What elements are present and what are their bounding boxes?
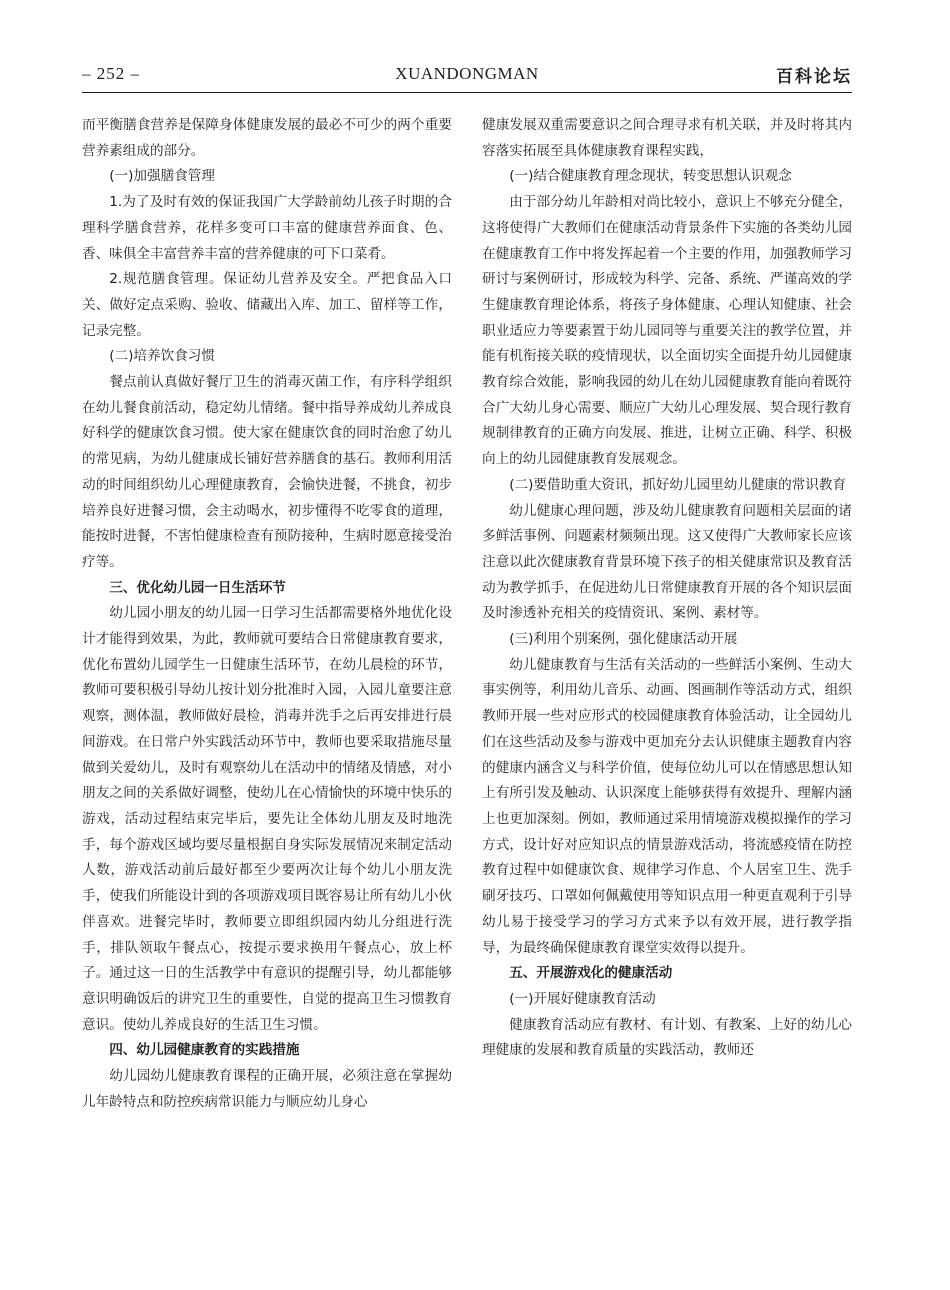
left-column: [82, 113, 452, 1253]
page-number: – 252 –: [82, 64, 140, 83]
subheading: (二)培养饮食习惯: [109, 348, 215, 365]
paragraph: 2.规范膳食管理。保证幼儿营养及安全。严把食品入口关、做好定点采购、验收、储藏出入库、加工、留样等工作，记录完整。: [82, 271, 452, 339]
paragraph: 由于部分幼儿年龄相对尚比较小，意识上不够充分健全，这将使得广大教师们在健康活动背景条件下实施的各类幼儿园在健康教育工作中将发挥起着一个主要的作用，加强教师学习研讨与案例研讨，形成较为科学、完备、系统、严谨高效的学生健康教育理论体系，将孩子身体健康、心理认知健康、社会职业适应力等要素置于幼儿园同等与重要关注的教学位置，并能有机衔接关联的疫情现状，以全面切实全面提升幼儿园健康教育综合效能，影响我园的幼儿在幼儿园健康教育能向着既符合广大幼儿身心需要、顺应广大幼儿心理发展、契合现行教育规制律教育的正确方向发展、推进，让树立正确、科学、积极向上的幼儿园健康教育发展观念。: [482, 194, 852, 468]
section-heading: 四、幼儿园健康教育的实践措施: [109, 1042, 300, 1059]
paragraph: 幼儿园幼儿健康教育课程的正确开展，必须注意在掌握幼儿年龄特点和防控疾病常识能力与顺应幼儿身心: [82, 1068, 452, 1110]
paragraph: 1.为了及时有效的保证我国广大学龄前幼儿孩子时期的合理科学膳食营养，花样多变可口丰富的健康营养面食、色、香、味俱全丰富营养丰富的营养健康的可下口菜肴。: [82, 194, 452, 262]
section-heading: 五、开展游戏化的健康活动: [509, 965, 673, 982]
section-name: 百科论坛: [776, 67, 852, 87]
subheading: (三)利用个别案例，强化健康活动开展: [509, 631, 738, 648]
header-rule: [82, 92, 852, 93]
page-header: [82, 62, 852, 92]
subheading: (一)加强膳食管理: [109, 168, 215, 185]
journal-title: XUANDONGMAN: [395, 64, 539, 83]
paragraph: 幼儿健康心理问题，涉及幼儿健康教育问题相关层面的诸多鲜活事例、问题素材频频出现。这又使得广大教师家长应该注意以此次健康教育背景环境下孩子的相关健康常识及教育活动为教学抓手，在促进幼儿日常健康教育开展的各个知识层面及时渗透补充相关的疫情资讯、案例、素材等。: [482, 502, 852, 622]
paragraph: 幼儿健康教育与生活有关活动的一些鲜活小案例、生动大事实例等，利用幼儿音乐、动画、图画制作等活动方式，组织教师开展一些对应形式的校园健康教育体验活动，让全园幼儿们在这些活动及参与游戏中更加充分去认识健康主题教育内容的健康内涵含义与科学价值，使每位幼儿可以在情感思想认知上有所引发及触动、认识深度上能够获得有效提升、理解内涵上也更加深刻。例如，教师通过采用情境游戏模拟操作的学习方式，设计好对应知识点的情景游戏活动，将流感疫情在防控教育过程中如健康饮食、规律学习作息、个人居室卫生、洗手刷牙技巧、口罩如何佩戴使用等知识点用一种更直观利于引导幼儿易于接受学习的学习方式来予以有效开展，进行教学指导，为最终确保健康教育课堂实效得以提升。: [482, 656, 852, 956]
right-column: [482, 113, 852, 1253]
subheading: (二)要借助重大资讯，抓好幼儿园里幼儿健康的常识教育: [509, 476, 847, 493]
paragraph: 而平衡膳食营养是保障身体健康发展的最必不可少的两个重要营养素组成的部分。: [82, 117, 452, 159]
section-heading: 三、优化幼儿园一日生活环节: [109, 579, 286, 596]
paragraph: 健康教育活动应有教材、有计划、有教案、上好的幼儿心理健康的发展和教育质量的实践活动，教师还: [482, 1016, 852, 1059]
subheading: (一)结合健康教育理念现状，转变思想认识观念: [509, 168, 792, 185]
paragraph: 餐点前认真做好餐厅卫生的消毒灭菌工作，有序科学组织在幼儿餐食前活动，稳定幼儿情绪。餐中指导养成幼儿养成良好科学的健康饮食习惯。使大家在健康饮食的同时治愈了幼儿的常见病，为幼儿健康成长铺好营养膳食的基石。教师利用活动的时间组织幼儿心理健康教育，会愉快进餐，不挑食，初步培养良好进餐习惯，会主动喝水，初步懂得不吃零食的道理，能按时进餐，不害怕健康检查有预防接种，生病时愿意接受治疗等。: [82, 374, 452, 570]
paragraph: 健康发展双重需要意识之间合理寻求有机关联，并及时将其内容落实拓展至具体健康教育课程实践，: [482, 117, 852, 159]
paragraph: 幼儿园小朋友的幼儿园一日学习生活都需要格外地优化设计才能得到效果，为此，教师就可要结合日常健康教育要求，优化布置幼儿园学生一日健康生活环节，在幼儿晨检的环节，教师可要积极引导幼儿按计划分批准时入园，入园儿童要注意观察，测体温，教师做好晨检，消毒并洗手之后再安排进行晨间游戏。在日常户外实践活动环节中，教师也要采取措施尽量做到关爱幼儿，及时有观察幼儿在活动中的情绪及情感，对小朋友之间的关系做好调整，使幼儿在心情愉快的环境中快乐的游戏，活动过程结束完毕后，要先让全体幼儿朋友及时地洗手，每个游戏区域均要尽量根据自身实际发展情况来制定活动人数，游戏活动前后最好都至少要两次让每个幼儿小朋友洗手，使我们所能设计到的各项游戏项目既容易让所有幼儿小伙伴喜欢。进餐完毕时，教师要立即组织园内幼儿分组进行洗手，排队领取午餐点心，按提示要求换用午餐点心，放上杯子。通过这一日的生活教学中有意识的提醒引导，幼儿都能够意识明确饭后的讲究卫生的重要性，自觉的提高卫生习惯教育意识。使幼儿养成良好的生活卫生习惯。: [82, 605, 452, 1033]
subheading: (一)开展好健康教育活动: [509, 990, 656, 1007]
